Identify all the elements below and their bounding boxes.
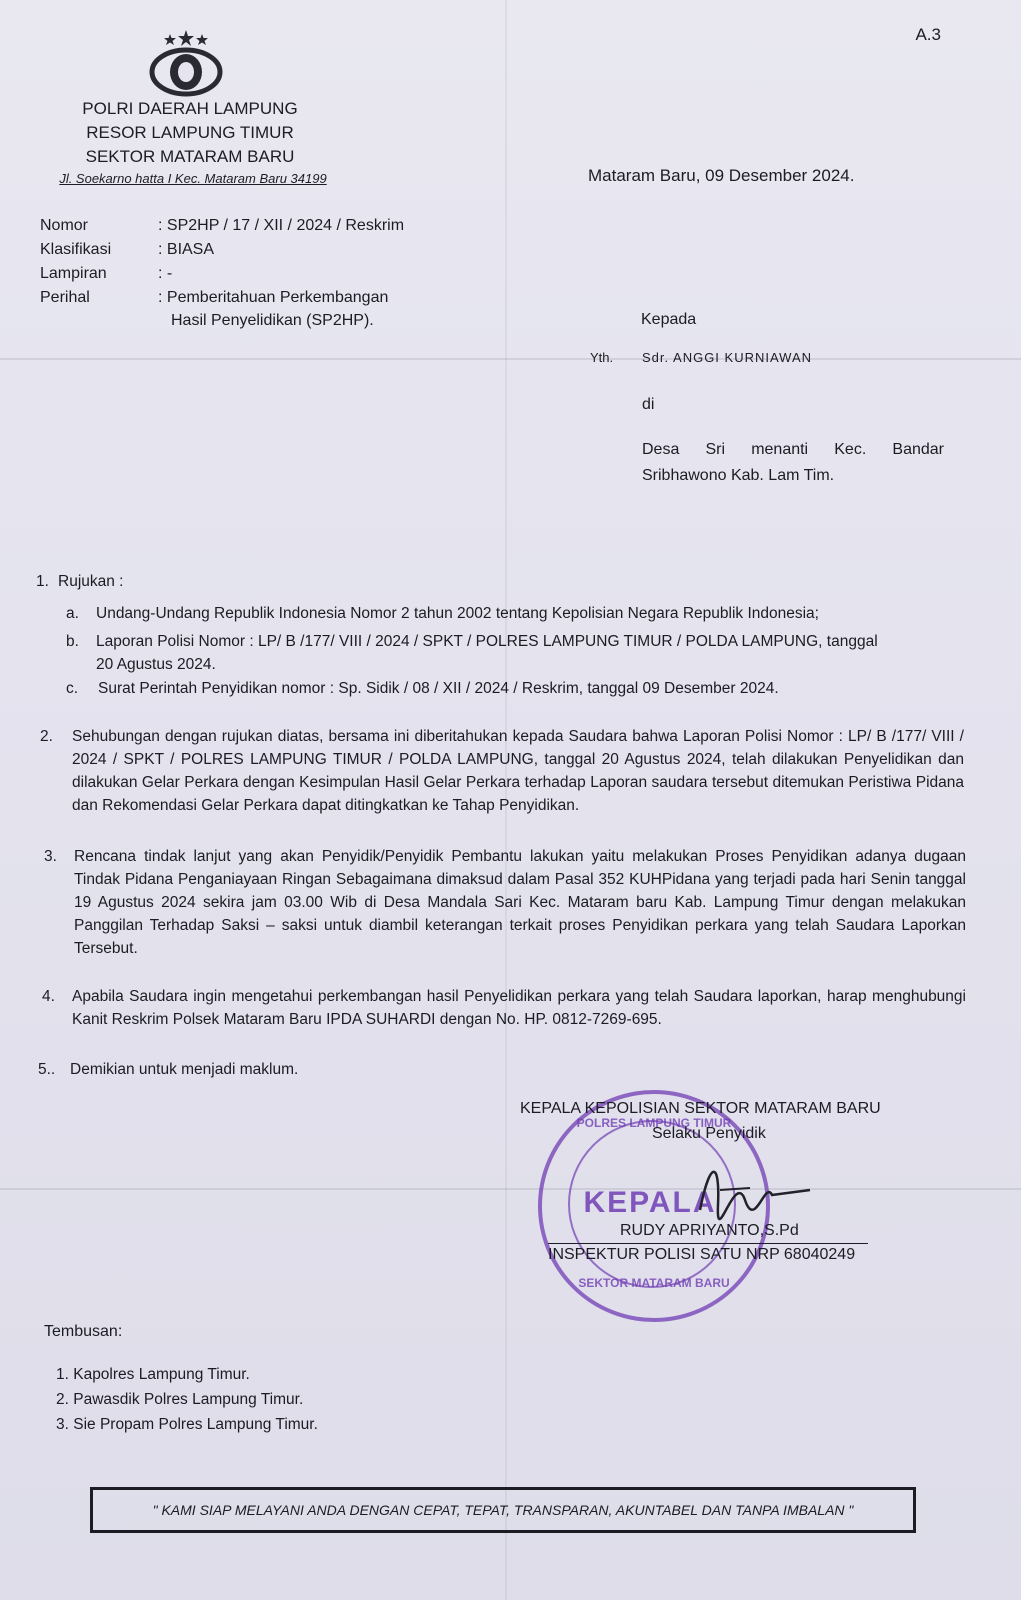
tembusan-item: 2. Pawasdik Polres Lampung Timur.: [56, 1391, 304, 1408]
recipient-address-line1: Desa Sri menanti Kec. Bandar: [642, 441, 944, 458]
handwritten-signature: [690, 1150, 820, 1230]
recipient-yth: Yth.: [590, 350, 614, 365]
item-paragraph: Apabila Saudara ingin mengetahui perkembangan hasil Penyelidikan perkara yang telah Saudara laporkan, harap menghubungi Kanit Reskrim Polsek Mataram Baru IPDA SUHARDI dengan No. HP. 0812-7269-695.: [72, 988, 966, 1028]
meta-label: Klasifikasi: [40, 241, 112, 258]
header-resort: RESOR LAMPUNG TIMUR: [86, 123, 294, 142]
item-number: 4.: [42, 988, 55, 1005]
item-paragraph: Sehubungan dengan rujukan diatas, bersama ini diberitahukan kepada Saudara bahwa Laporan Polisi Nomor : LP/ B /177/ VIII / 2024 / SPKT / POLRES LAMPUNG TIMUR / POLDA LAMPUNG, tanggal 20 Agustus 2024, telah dilakukan Penyelidikan dan dilakukan Gelar Perkara dengan Kesimpulan Hasil Gelar Perkara terhadap Laporan saudara tersebut ditemukan Peristiwa Pidana dan Rekomendasi Gelar Perkara dapat ditingkatkan ke Tahap Penyidikan.: [72, 728, 964, 814]
rujukan-a-text: Undang-Undang Republik Indonesia Nomor 2 tahun 2002 tentang Kepolisian Negara Republik Indonesia;: [96, 605, 819, 622]
rujukan-b-text: Laporan Polisi Nomor : LP/ B /177/ VIII / 2024 / SPKT / POLRES LAMPUNG TIMUR / POLDA LAMPUNG, tanggal: [96, 633, 878, 650]
meta-label: Lampiran: [40, 265, 107, 282]
item-number: 2.: [40, 728, 53, 745]
meta-value: : Pemberitahuan Perkembangan: [158, 289, 389, 306]
recipient-kepada: Kepada: [641, 311, 697, 328]
rujukan-a-label: a.: [66, 605, 79, 622]
form-code: A.3: [915, 25, 941, 44]
motto-box: " KAMI SIAP MELAYANI ANDA DENGAN CEPAT, TEPAT, TRANSPARAN, AKUNTABEL DAN TANPA IMBALAN ": [90, 1487, 916, 1533]
item-number: 1.: [36, 573, 49, 590]
meta-value: : -: [158, 265, 173, 282]
meta-value: : SP2HP / 17 / XII / 2024 / Reskrim: [158, 217, 405, 234]
recipient-name: Sdr. ANGGI KURNIAWAN: [642, 350, 813, 365]
meta-label: Perihal: [40, 289, 90, 306]
signature-rank: INSPEKTUR POLISI SATU NRP 68040249: [548, 1246, 856, 1263]
item-paragraph: Demikian untuk menjadi maklum.: [70, 1061, 299, 1078]
place-date: Mataram Baru, 09 Desember 2024.: [588, 166, 855, 185]
item-number: 5..: [38, 1061, 56, 1078]
rujukan-b-label: b.: [66, 633, 79, 650]
signature-role: Selaku Penyidik: [652, 1125, 766, 1142]
tembusan-list: [56, 1362, 318, 1437]
rujukan-b-text-cont: 20 Agustus 2024.: [96, 656, 216, 673]
item-paragraph: Rencana tindak lanjut yang akan Penyidik/Penyidik Pembantu lakukan yaitu melakukan Proses Penyidikan adanya dugaan Tindak Pidana Penganiayaan Ringan Sebagaimana dimaksud dalam Pasal 352 KUHPidana yang terjadi pada hari Senin tanggal 19 Agustus 2024 sekira jam 03.00 Wib di Desa Mandala Sari Kec. Mataram baru Kab. Lampung Timur dengan melakukan Panggilan Terhadap Saksi – saksi untuk diambil keterangan terkait proses Penyidikan perkara yang telah Saudara Laporkan Tersebut.: [74, 848, 966, 957]
rujukan-c-text: Surat Perintah Penyidikan nomor : Sp. Sidik / 08 / XII / 2024 / Reskrim, tanggal 09 Desember 2024.: [98, 680, 779, 697]
signature-name: RUDY APRIYANTO,S.Pd: [620, 1222, 799, 1239]
tembusan-title: Tembusan:: [44, 1323, 123, 1340]
header-address: Jl. Soekarno hatta I Kec. Mataram Baru 34199: [59, 171, 327, 186]
police-emblem-icon: [138, 28, 234, 98]
header-institution: POLRI DAERAH LAMPUNG: [82, 99, 298, 118]
tembusan-item: 3. Sie Propam Polres Lampung Timur.: [56, 1416, 318, 1433]
rujukan-title: Rujukan :: [58, 573, 124, 590]
meta-value: Hasil Penyelidikan (SP2HP).: [171, 312, 374, 329]
paper-fold: [0, 1188, 1021, 1190]
item-number: 3.: [44, 848, 57, 865]
paper-fold: [0, 358, 1021, 360]
header-sector: SEKTOR MATARAM BARU: [85, 147, 295, 166]
meta-value: : BIASA: [158, 241, 215, 258]
recipient-di: di: [642, 396, 655, 413]
signature-divider: [548, 1243, 868, 1244]
stamp-ring-top: POLRES LAMPUNG TIMUR: [576, 1116, 732, 1130]
meta-label: Nomor: [40, 217, 89, 234]
signature-title: KEPALA KEPOLISIAN SEKTOR MATARAM BARU: [520, 1100, 881, 1117]
rujukan-c-label: c.: [66, 680, 79, 697]
tembusan-item: 1. Kapolres Lampung Timur.: [56, 1366, 250, 1383]
recipient-address-line2: Sribhawono Kab. Lam Tim.: [642, 467, 835, 484]
stamp-ring-bottom: SEKTOR MATARAM BARU: [578, 1276, 730, 1290]
stamp-center-text: KEPALA: [583, 1186, 717, 1219]
